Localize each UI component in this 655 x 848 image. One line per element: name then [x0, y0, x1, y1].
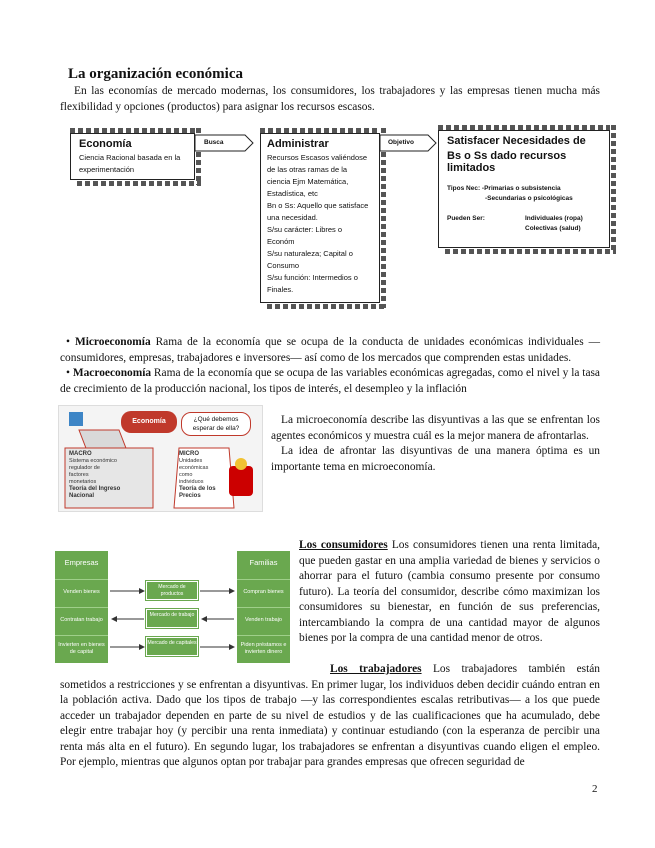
- empresas-item-2: Contratan trabajo: [55, 607, 108, 631]
- arrow-busca-label: Busca: [204, 139, 224, 146]
- definitions-list: [60, 335, 600, 397]
- administrar-lines: Recursos Escasos valiéndose de las otras ramas de la ciencia Ejm Matemática, Estadística, etc Bn o Ss: Aquello que satisface una necesidad. S/su carácter: Libres o Económ S/su naturaleza; Capital o Consumo S/su función: Intermedios o Finales.: [267, 153, 369, 294]
- empresas-item-1: Venden bienes: [55, 579, 108, 603]
- pueden-2: Colectivas (salud): [525, 225, 581, 232]
- familias-column: [237, 551, 290, 663]
- fig-economia-label: Economía: [121, 411, 177, 433]
- figure-icon: [229, 466, 253, 496]
- familias-header: Familias: [249, 558, 278, 567]
- empresas-item-3: Invierten en bienes de capital: [55, 635, 108, 661]
- bullet-microeconomia: • Microeconomía Rama de la economía que se ocupa de la conducta de unidades económicas individuales —consumidores, empresas, trabajadores e inversores— así como de los mercados que comprenden estas unidades.: [60, 336, 600, 364]
- pueden-1: Individuales (ropa): [525, 215, 583, 222]
- intro-paragraph: En las economías de mercado modernas, los consumidores, los trabajadores y las empresas tienen mucha más flexibilidad y opciones (productos) para asignar los recursos escasos.: [60, 85, 600, 113]
- fig-micro: MICRO Unidades económicas como individuos Teoría de los Precios: [179, 451, 216, 499]
- economia-box: [70, 133, 195, 180]
- familias-item-1: Compran bienes: [237, 579, 290, 603]
- satisfacer-title-2: Bs o Ss dado recursos limitados: [447, 150, 567, 174]
- page-title: La organización económica: [68, 66, 243, 82]
- economia-title: Economía: [79, 138, 132, 150]
- bullet-macroeconomia: • Macroeconomía Rama de la economía que se ocupa de las variables económicas agregadas, como el nivel y la tasa de crecimiento de la producción nacional, los tipos de interés, el desempleo y la inflación: [60, 367, 600, 395]
- mercado-productos: Mercado de productos: [146, 581, 198, 600]
- administrar-title: Administrar: [267, 138, 329, 150]
- tipos-label: Tipos Nec:: [447, 185, 481, 192]
- page-number: 2: [592, 783, 598, 795]
- tipos-1: -Primarias o subsistencia: [481, 185, 561, 192]
- mercado-capitales: Mercado de capitales: [146, 637, 198, 656]
- trabajadores-term: Los trabajadores: [330, 663, 422, 675]
- consumidores-paragraph: [299, 538, 600, 647]
- empresas-column: [55, 551, 108, 663]
- familias-item-2: Venden trabajo: [237, 607, 290, 631]
- micro-paragraph-1: La microeconomía describe las disyuntivas a las que se enfrentan los agentes económicos y muestra cuál es la mejor manera de afrontarlas.: [271, 414, 600, 442]
- flow-arrows: [108, 551, 238, 663]
- macro-micro-figure: [58, 405, 263, 512]
- pueden-label: Pueden Ser:: [447, 215, 485, 222]
- tipos-2: -Secundarias o psicológicas: [485, 195, 573, 202]
- consumidores-term: Los consumidores: [299, 539, 388, 551]
- empresas-header: Empresas: [64, 558, 99, 567]
- fig-macro: MACRO Sistema económico regulador de factores monetarios Teoría del Ingreso Nacional: [69, 451, 121, 499]
- economia-text: Ciencia Racional basada en la experimentación: [79, 153, 181, 174]
- mercado-trabajo: Mercado de trabajo: [146, 609, 198, 628]
- administrar-box: [260, 133, 380, 303]
- familias-item-3: Piden préstamos e invierten dinero: [237, 635, 290, 661]
- flow-diagram: [55, 551, 290, 663]
- trabajadores-text: Los trabajadores también están sometidos a restricciones y se enfrentan a disyuntivas. En primer lugar, los individuos deben decidir cuándo entran en la población activa. Dado que los tipos de trabajo —y las correspondientes escalas retributivas— a los que puede acceder un trabajador dependen en parte de su nivel de estudios y de las cualificaciones que ha acumulado, debe elegir entre trabajar hoy (y percibir una renta inmediata) y continuar estudiando (con la esperanza de percibir una renta más alta en el futuro). En segundo lugar, los trabajadores se enfrentan a disyuntivas cuando eligen el empleo. Por ejemplo, mientras que algunos optan por trabajar para grandes empresas que ofrecen seguridad de: [60, 663, 600, 768]
- consumidores-text: Los consumidores tienen una renta limitada, que pueden gastar en una amplia variedad de bienes y servicios o ahorrar para el futuro (cambia consumo presente por consumo futuro). La teoría del consumidor, describe cómo maximizan los consumidores su bienestar, en función de sus preferencias, intercambiando la compra de una cantidad mayor de algunos bienes por la compra de una cantidad menor de otros.: [299, 539, 600, 644]
- satisfacer-box: [438, 130, 610, 248]
- arrow-objetivo-label: Objetivo: [388, 139, 415, 146]
- micro-paragraph-2: La idea de afrontar las disyuntivas de una manera óptima es un importante tema en microeconomía.: [271, 445, 600, 473]
- fig-question: ¿Qué debemos esperar de ella?: [181, 412, 251, 436]
- trabajadores-paragraph: [60, 662, 600, 771]
- globe-icon: [69, 412, 83, 426]
- satisfacer-title-1: Satisfacer Necesidades de: [447, 135, 586, 147]
- micro-paragraphs: [271, 413, 600, 475]
